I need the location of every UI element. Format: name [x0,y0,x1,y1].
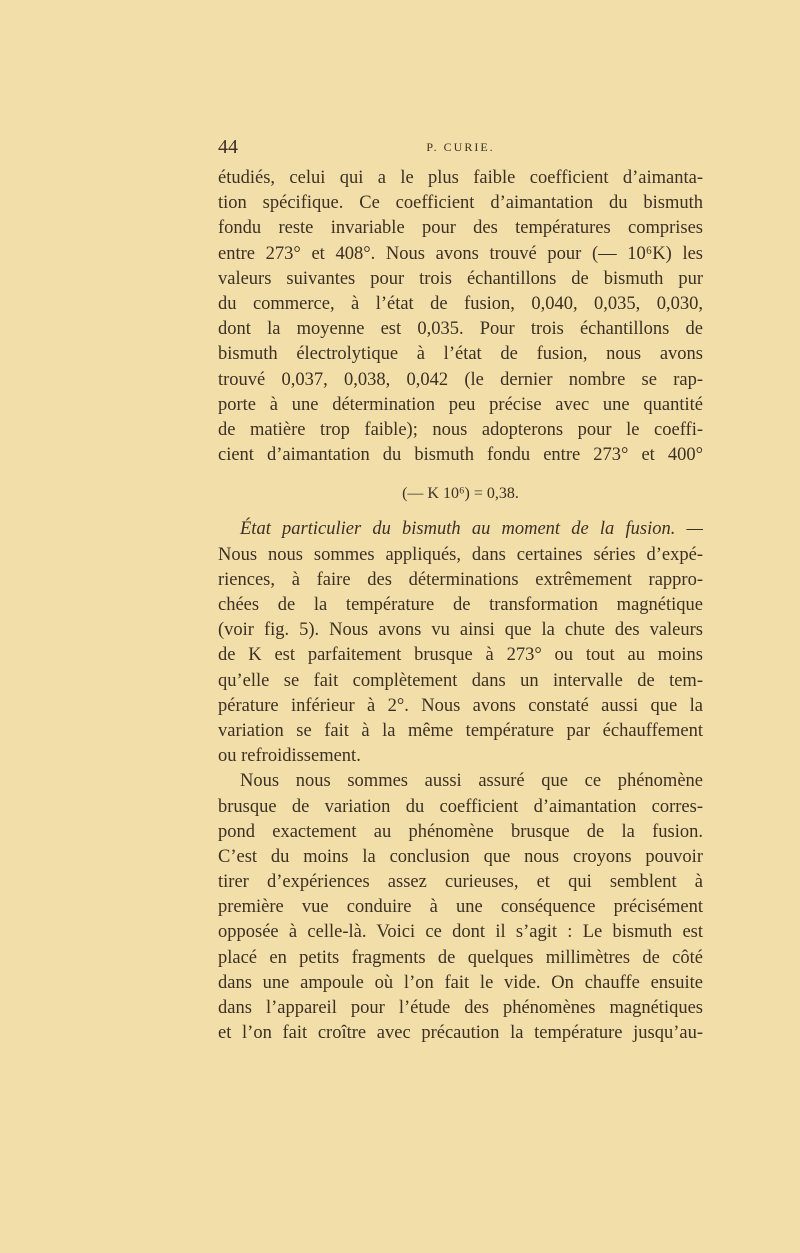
page-body [218,166,703,1046]
text-line: opposée à celle-là. Voici ce dont il s’agit : Le bismuth est [218,922,703,943]
running-head: P. CURIE. [426,140,495,154]
text-line: pérature inférieur à 2°. Nous avons constaté aussi que la [218,695,703,716]
text-line: variation se fait à la même température par échauffement [218,720,703,741]
section-title: État particulier du bismuth au moment de la fusion. — [240,519,703,540]
equation: (— K 10⁶) = 0,38. [402,485,519,503]
text-line: (voir fig. 5). Nous avons vu ainsi que la chute des valeurs [218,620,703,641]
text-line: et l’on fait croître avec précaution la température jusqu’au- [218,1023,703,1044]
page-number: 44 [218,136,238,158]
text-line: porte à une détermination peu précise avec une quantité [218,394,703,415]
text-line: étudiés, celui qui a le plus faible coefficient d’aimanta- [218,168,703,188]
text-line: première vue conduire à une conséquence précisément [218,897,703,918]
text-line: bismuth électrolytique à l’état de fusion, nous avons [218,344,703,365]
text-line: cient d’aimantation du bismuth fondu entre 273° et 400° [218,445,703,466]
text-line: trouvé 0,037, 0,038, 0,042 (le dernier nombre se rap- [218,369,703,390]
paragraph-3 [218,769,703,1046]
paragraph-2 [218,543,703,770]
text-line: dans l’appareil pour l’étude des phénomènes magnétiques [218,998,703,1018]
text-line: Nous nous sommes appliqués, dans certaines séries d’expé- [218,544,703,565]
text-line: ou refroidissement. [218,746,361,767]
text-line: C’est du moins la conclusion que nous croyons pouvoir [218,846,703,867]
text-line: chées de la température de transformation magnétique [218,595,703,615]
text-line: dont la moyenne est 0,035. Pour trois échantillons de [218,319,703,340]
text-line: placé en petits fragments de quelques millimètres de côté [218,947,703,968]
text-line: entre 273° et 408°. Nous avons trouvé pour (— 10⁶K) les [218,243,703,264]
page-header [218,136,703,162]
text-line: fondu reste invariable pour des températures comprises [218,218,703,239]
text-line: Nous nous sommes aussi assuré que ce phénomène [240,771,703,792]
text-line: du commerce, à l’état de fusion, 0,040, 0,035, 0,030, [218,293,703,314]
paragraph-1 [218,166,703,468]
text-line: de K est parfaitement brusque à 273° ou tout au moins [218,645,703,666]
text-line: valeurs suivantes pour trois échantillons de bismuth pur [218,268,703,289]
text-line: brusque de variation du coefficient d’aimantation corres- [218,796,703,817]
text-line: qu’elle se fait complètement dans un intervalle de tem- [218,670,703,691]
text-line: pond exactement au phénomène brusque de la fusion. [218,821,703,842]
text-line: tion spécifique. Ce coefficient d’aimantation du bismuth [218,193,703,214]
text-line: tirer d’expériences assez curieuses, et qui semblent à [218,872,703,893]
text-line: dans une ampoule où l’on fait le vide. On chauffe ensuite [218,972,703,993]
text-line: de matière trop faible); nous adopterons pour le coeffi- [218,419,703,440]
text-line: riences, à faire des déterminations extrêmement rappro- [218,569,703,590]
